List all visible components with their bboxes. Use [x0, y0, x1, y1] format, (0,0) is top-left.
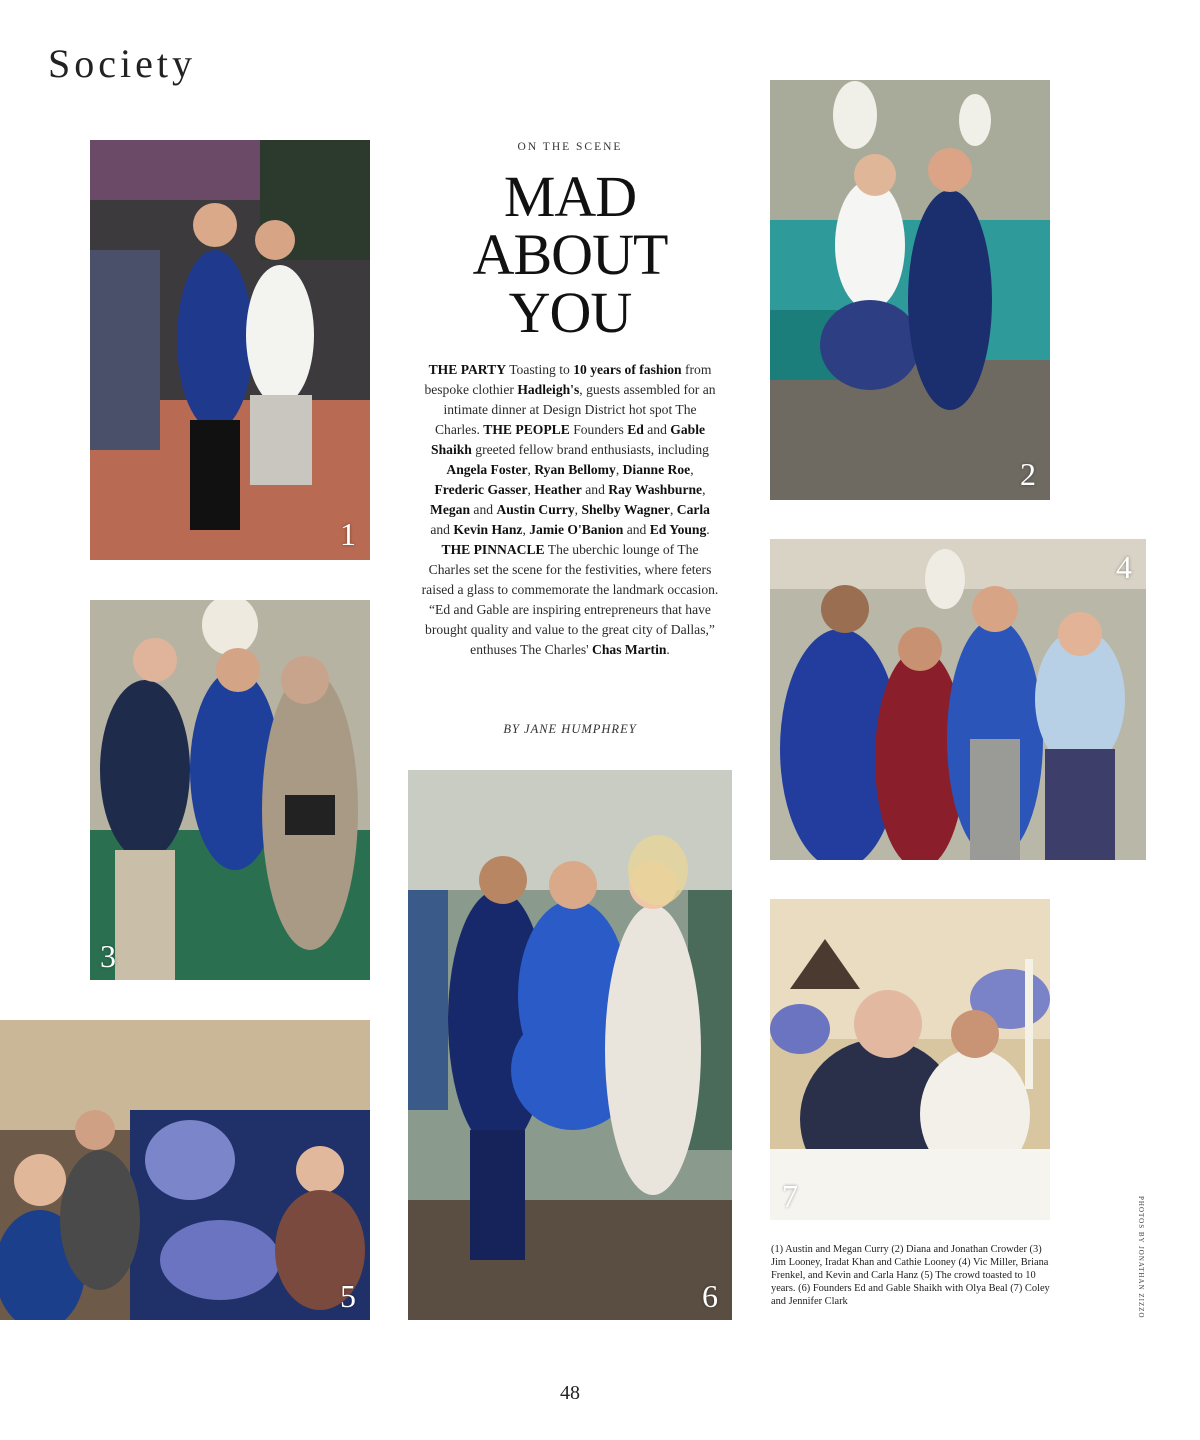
lead-in-the-party: THE PARTY [428, 362, 507, 377]
photo-5 [0, 1020, 370, 1320]
body-text-run: , [574, 502, 582, 517]
bold-name: Dianne Roe [622, 462, 691, 477]
bold-name: Angela Foster [446, 462, 528, 477]
bold-name: Carla [676, 502, 710, 517]
bold-name: Austin Curry [496, 502, 575, 517]
photo-number: 4 [1116, 549, 1132, 585]
photo-number: 7 [782, 1178, 798, 1214]
bold-name: Frederic Gasser [434, 482, 528, 497]
body-text-run: . [666, 642, 670, 657]
photo-number: 6 [702, 1278, 718, 1314]
body-text-run: , [702, 482, 706, 497]
bold-name: Kevin Hanz [453, 522, 523, 537]
body-text-run: from bespoke clothier [424, 362, 712, 397]
lead-in-the-people: THE PEOPLE [483, 422, 570, 437]
body-text-run: . [706, 522, 710, 537]
bold-name: Gable Shaikh [431, 422, 706, 457]
photo-caption: (1) Austin and Megan Curry (2) Diana and Jonathan Crowder (3) Jim Looney, Iradat Khan and Cathie Looney (4) Vic Miller, Briana Frenkel, and Kevin and Carla Hanz (5) The crowd toasted to 10 years. (6) Founders Ed and Gable Shaikh with Olya Beal (7) Coley and Jennifer Clark [771, 1244, 1050, 1307]
article-body [420, 360, 720, 660]
bold-name: Heather [534, 482, 582, 497]
body-text-run: The uberchic lounge of The Charles set the scene for the festivities, where feters raised a glass to commemorate the landmark occasion. “Ed and Gable are inspiring entrepreneurs that have brought quality and value to the great city of Dallas,” enthuses The Charles' [421, 542, 719, 657]
body-text-run: , [527, 462, 535, 477]
section-title: Society [48, 41, 196, 86]
page-number: 48 [560, 1382, 580, 1404]
body-text-run: , [527, 482, 535, 497]
headline [408, 164, 732, 345]
body-text-run: , [669, 502, 677, 517]
photo-6 [408, 770, 732, 1320]
photo-7 [770, 899, 1050, 1220]
photo-3 [90, 600, 370, 980]
byline: BY JANE HUMPHREY [503, 722, 637, 736]
headline-line-1: MAD [503, 164, 637, 229]
bold-name: Ed Young [649, 522, 707, 537]
bold-name: Shelby Wagner [581, 502, 670, 517]
body-text-run: , [522, 522, 530, 537]
photo-number: 2 [1020, 456, 1036, 492]
body-text-run: greeted fellow brand enthusiasts, including [471, 442, 709, 457]
body-text-run: and [430, 522, 454, 537]
bold-name: Ray Washburne [608, 482, 703, 497]
photo-number: 1 [340, 516, 356, 552]
bold-name: Megan [430, 502, 471, 517]
body-text-run: and [470, 502, 497, 517]
bold-name: Chas Martin [592, 642, 667, 657]
body-text-run: and [643, 422, 671, 437]
bold-name: Hadleigh's [517, 382, 580, 397]
photo-number: 3 [100, 938, 116, 974]
photo-2 [770, 80, 1050, 500]
bold-name: Ryan Bellomy [534, 462, 616, 477]
body-text-run: Toasting to [506, 362, 574, 377]
photo-4 [770, 539, 1146, 860]
bold-name: Ed [627, 422, 644, 437]
photo-1 [90, 140, 370, 560]
body-text-run: and [581, 482, 609, 497]
bold-name: Jamie O'Banion [529, 522, 624, 537]
lead-in-the-pinnacle: THE PINNACLE [441, 542, 545, 557]
kicker: ON THE SCENE [517, 141, 623, 153]
photo-number: 5 [340, 1278, 356, 1314]
bold-phrase: 10 years of fashion [573, 362, 682, 377]
body-text-run: and [623, 522, 650, 537]
body-text-run: , [690, 462, 694, 477]
body-text-run: Founders [569, 422, 628, 437]
photo-credit: PHOTOS BY JONATHAN ZIZZO [1137, 1196, 1145, 1319]
headline-line-3: YOU [508, 280, 632, 345]
headline-line-2: ABOUT [472, 222, 668, 287]
body-text-run: , guests assembled for an intimate dinner at Design District hot spot The Charles. [434, 382, 716, 437]
body-text-run: , [615, 462, 623, 477]
